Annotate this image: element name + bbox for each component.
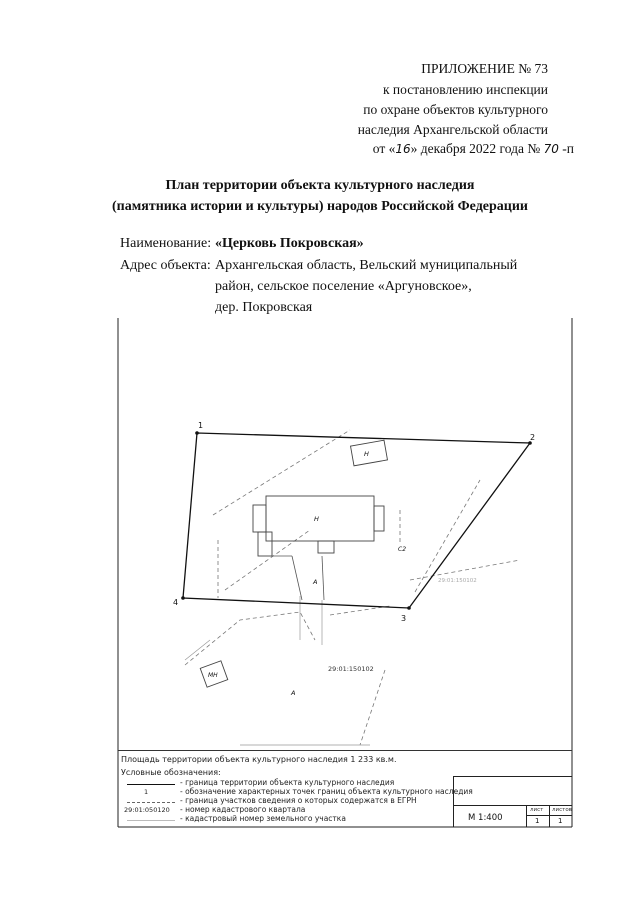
date-middle: » декабря 2022 года №: [410, 141, 544, 156]
legend-item-2: - обозначение характерных точек границ объекта культурного наследия: [180, 787, 473, 796]
boundary-point-markers: [181, 431, 532, 610]
sheet-header: лист: [530, 807, 544, 813]
legend-item-3: - граница участков сведения о которых содержатся в ЕГРН: [180, 796, 417, 805]
sheets-header: листов: [552, 807, 572, 813]
stamp-vline-1: [526, 805, 527, 827]
document-title-line-1: План территории объекта культурного наследия: [165, 178, 475, 193]
appendix-number: ПРИЛОЖЕНИЕ № 73: [421, 61, 548, 76]
stamp-hline-inner: [526, 815, 572, 816]
address-line-2: район, сельское поселение «Аргуновское»,: [215, 279, 472, 294]
legend-symbol-quarter-number: 29:01:050120: [124, 806, 170, 814]
sheets-value: 1: [558, 817, 563, 825]
legend-symbol-boundary-line: [127, 784, 175, 785]
area-text: Площадь территории объекта культурного наследия 1 233 кв.м.: [121, 755, 397, 764]
appendix-line-2: к постановлению инспекции: [383, 82, 548, 97]
address-label: Адрес объекта:: [120, 258, 211, 273]
area-divider: [118, 750, 572, 751]
date-suffix: -п: [558, 141, 574, 156]
small-building: [351, 440, 388, 466]
point-label-2: 2: [530, 433, 536, 442]
legend-symbol-point: 1: [144, 788, 149, 796]
title-stamp: [453, 776, 572, 827]
address-line-3: дер. Покровская: [215, 300, 313, 315]
building-label-mn: МН: [208, 672, 218, 679]
side-label: С2: [398, 546, 407, 553]
appendix-line-3: по охране объектов культурного: [363, 102, 548, 117]
legend-item-4: - номер кадастрового квартала: [180, 805, 306, 814]
building-label-small: Н: [364, 450, 369, 458]
area-label-a-2: А: [291, 689, 296, 697]
address-line-1: Архангельская область, Вельский муниципальный: [215, 258, 518, 273]
cadastral-number-label: 29:01:150102: [328, 665, 374, 673]
sheet-value: 1: [535, 817, 540, 825]
egrn-parcel-boundaries: [185, 430, 520, 745]
point-label-3: 3: [401, 614, 407, 623]
church-building: [253, 496, 384, 556]
legend-item-1: - граница территории объекта культурного наследия: [180, 778, 395, 787]
faint-cadastral-number: 29:01:150102: [438, 578, 477, 584]
point-label-4: 4: [173, 598, 179, 607]
scale-label: М 1:400: [468, 813, 503, 823]
legend-title: Условные обозначения:: [121, 768, 221, 777]
building-label-church: Н: [314, 515, 319, 523]
date-day-handwritten: 16: [395, 142, 411, 156]
stamp-vline-2: [549, 805, 550, 827]
stamp-hline: [454, 805, 572, 806]
date-prefix: от «: [372, 141, 396, 156]
area-label-a-1: А: [313, 578, 318, 586]
date-number-handwritten: 70: [543, 142, 559, 156]
name-label: Наименование:: [120, 236, 212, 251]
appendix-line-4: наследия Архангельской области: [357, 122, 548, 137]
document-title-line-2: (памятника истории и культуры) народов Российской Федерации: [112, 199, 528, 214]
legend-symbol-parcel-number: [127, 820, 175, 821]
heritage-territory-boundary: [183, 433, 530, 608]
point-label-1: 1: [198, 421, 204, 430]
name-value: «Церковь Покровская»: [215, 236, 364, 251]
legend-item-5: - кадастровый номер земельного участка: [180, 814, 346, 823]
legend-symbol-parcel-line: [127, 802, 175, 803]
